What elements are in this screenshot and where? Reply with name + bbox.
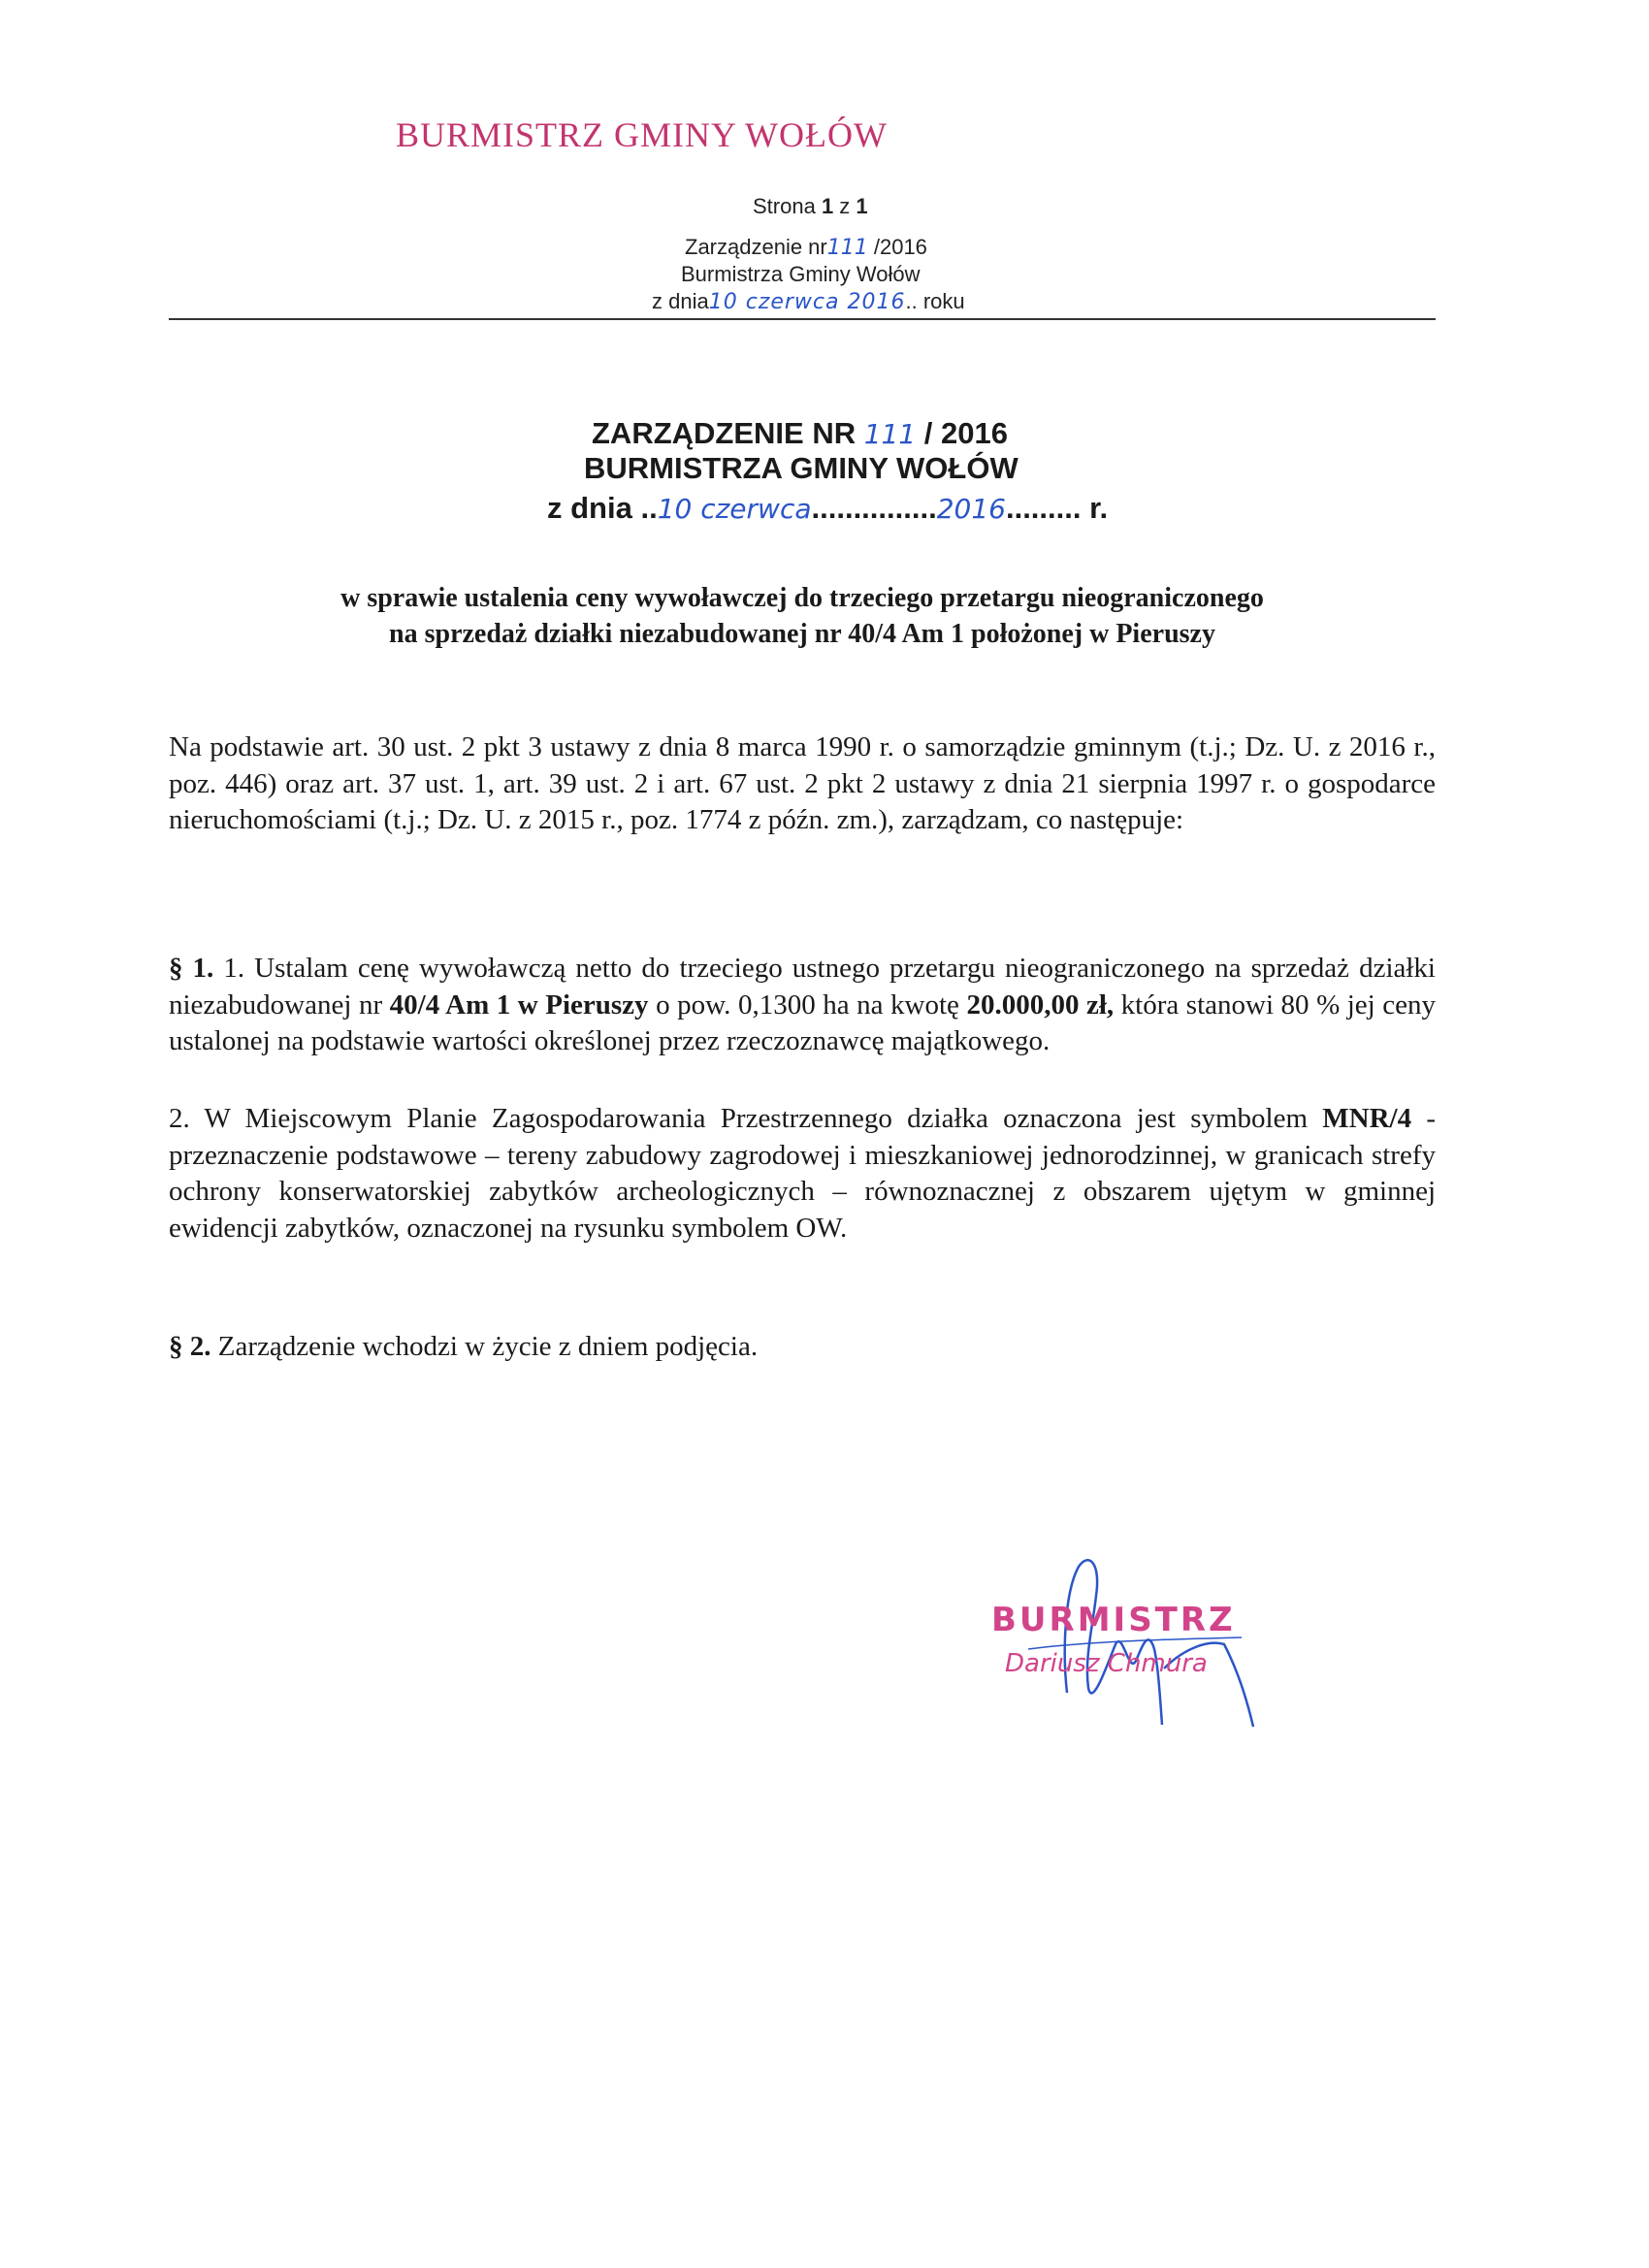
- p1-text-a: 1. Ustalam cenę wywoławczą netto do trzeciego ustnego przetargu nieograniczonego na sprzedaż działki niezabudowanej nr: [169, 953, 1436, 1021]
- header-zarz-suffix: /2016: [867, 235, 927, 259]
- paragraph-sign: § 1.: [169, 953, 214, 984]
- header-zarz-prefix: Zarządzenie nr: [685, 235, 827, 259]
- header-ordinance-number: [685, 235, 927, 261]
- title-suffix: / 2016: [916, 416, 1008, 450]
- paragraph-1-point-1: [169, 951, 1436, 1060]
- header-divider: [169, 318, 1436, 320]
- signature-name: Dariusz Chmura: [1005, 1649, 1208, 1678]
- plot-number: 40/4 Am 1 w Pieruszy: [389, 988, 649, 1021]
- title-ordinance: [592, 415, 1008, 453]
- title-date-dots: ...............: [811, 491, 937, 525]
- paragraph-2-text: Zarządzenie wchodzi w życie z dniem podjęcia.: [210, 1331, 759, 1362]
- title-date-suffix: ......... r.: [1005, 491, 1109, 525]
- zoning-symbol: MNR/4: [1322, 1103, 1412, 1134]
- subject-line-1: w sprawie ustalenia ceny wywoławczej do trzeciego przetargu nieograniczonego: [340, 583, 1264, 613]
- title-date: [547, 490, 1108, 528]
- title-issuer: BURMISTRZA GMINY WOŁÓW: [584, 451, 1018, 485]
- page-counter: [753, 194, 868, 219]
- p1-text-c: o pow. 0,1300 ha na kwotę: [648, 988, 967, 1021]
- top-stamp: BURMISTRZ GMINY WOŁÓW: [396, 115, 888, 154]
- header-date: [652, 289, 965, 315]
- paragraph-2: [169, 1329, 1436, 1366]
- title-handwritten-date: 10 czerwca: [657, 493, 812, 525]
- p2-text-c: - przeznaczenie podstawowe – tereny zabudowy zagrodowej i mieszkaniowej jednorodzinnej, w granicach strefy ochrony konserwatorskiej zabytków archeologicznych – równoznacznej z obszarem ujętym w gminnej ewidencji zabytków, oznaczonej na rysunku symbolem OW.: [169, 1103, 1436, 1244]
- p2-text-a: 2. W Miejscowym Planie Zagospodarowania Przestrzennego działka oznaczona jest symbolem: [169, 1103, 1323, 1134]
- paragraph-1-point-2: [169, 1101, 1436, 1247]
- title-prefix: ZARZĄDZENIE NR: [592, 416, 864, 450]
- signature-title: BURMISTRZ: [991, 1601, 1236, 1639]
- price-amount: 20.000,00 zł,: [966, 988, 1115, 1021]
- header-issuer: Burmistrza Gminy Wołów: [681, 262, 921, 286]
- handwritten-number: 111: [826, 236, 868, 260]
- header-date-suffix: .. roku: [905, 289, 965, 313]
- page-mid: z: [833, 194, 857, 218]
- header-date-prefix: z dnia: [652, 289, 709, 313]
- page-total: 1: [856, 194, 868, 218]
- handwritten-date: 10 czerwca 2016: [708, 290, 906, 314]
- title-date-prefix: z dnia ..: [547, 491, 658, 525]
- page-number: 1: [821, 194, 834, 218]
- page-prefix: Strona: [753, 194, 822, 218]
- signature-stamp: [970, 1552, 1290, 1746]
- p1-text-e: która stanowi 80 % jej ceny ustalonej na podstawie wartości określonej przez rzeczoznawcę majątkowego.: [169, 988, 1437, 1056]
- paragraph-2-sign: § 2.: [169, 1331, 211, 1362]
- title-handwritten-year: 2016: [936, 493, 1006, 525]
- legal-basis: Na podstawie art. 30 ust. 2 pkt 3 ustawy z dnia 8 marca 1990 r. o samorządzie gminnym (t.j.; Dz. U. z 2016 r., poz. 446) oraz art. 37 ust. 1, art. 39 ust. 2 i art. 67 ust. 2 pkt 2 ustawy z dnia 21 sierpnia 1997 r. o gospodarce nieruchomościami (t.j.; Dz. U. z 2015 r., poz. 1774 z późn. zm.), zarządzam, co następuje:: [169, 731, 1436, 835]
- subject-line-2: na sprzedaż działki niezabudowanej nr 40/4 Am 1 położonej w Pieruszy: [389, 619, 1215, 649]
- title-handwritten-number: 111: [863, 418, 917, 450]
- subject: [169, 580, 1436, 652]
